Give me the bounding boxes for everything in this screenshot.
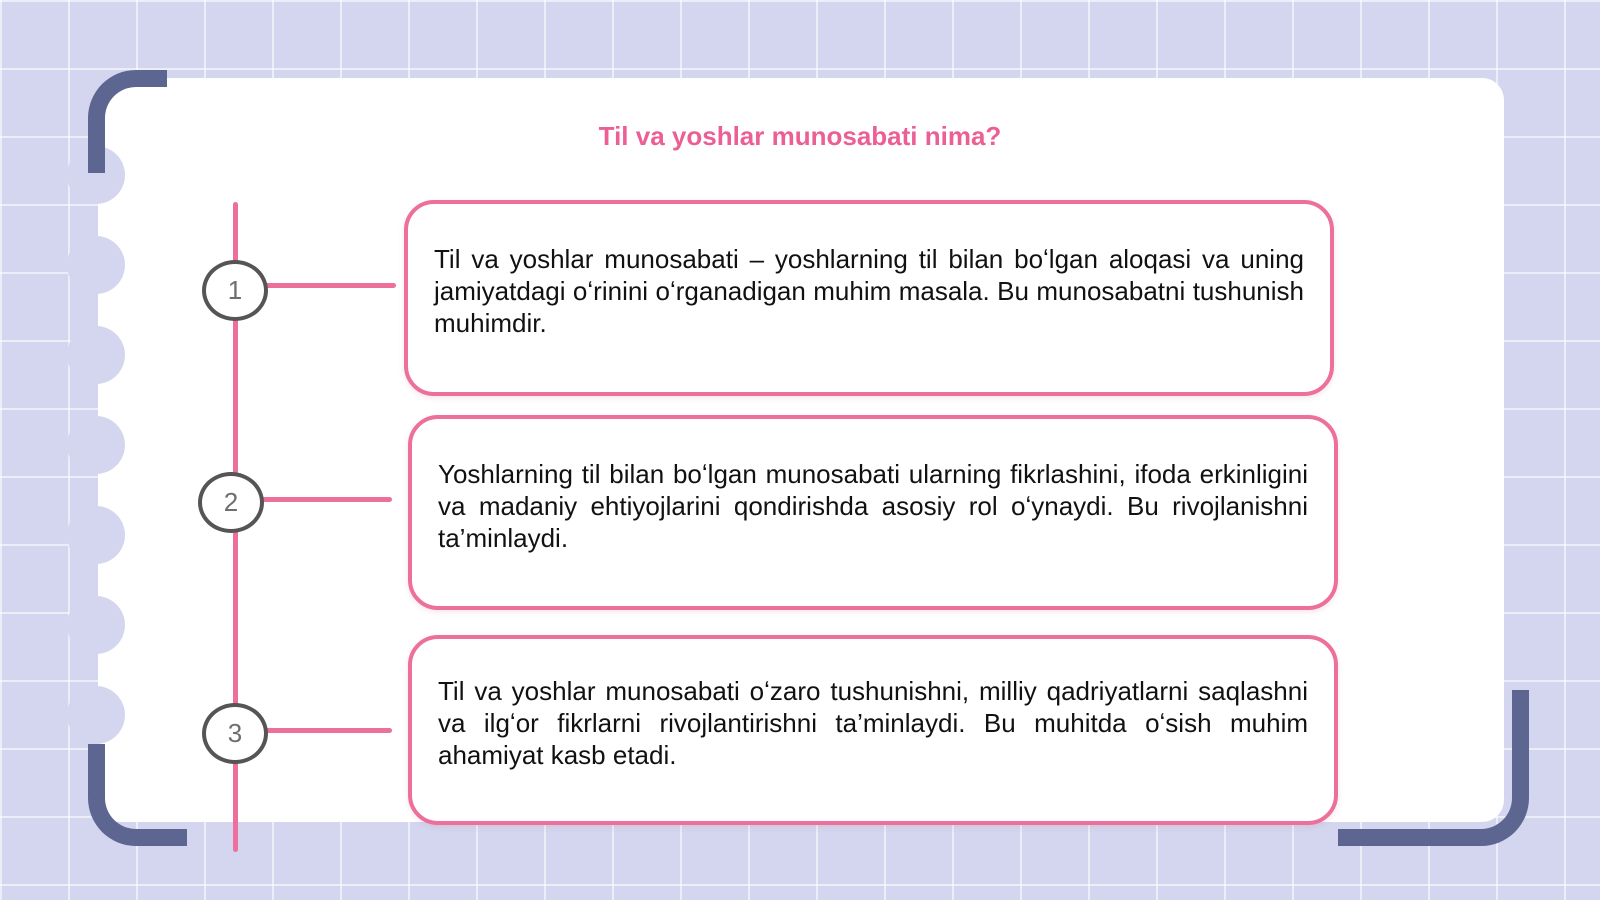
slide-title: Til va yoshlar munosabati nima? <box>598 121 1002 151</box>
step-number-circle: 3 <box>202 703 268 764</box>
step-card <box>404 200 1334 396</box>
step-card <box>408 415 1338 610</box>
binder-hole <box>67 326 125 384</box>
step-number-circle: 1 <box>202 260 268 321</box>
binder-hole <box>67 596 125 654</box>
timeline-connector <box>262 728 392 733</box>
step-number-circle: 2 <box>198 472 264 533</box>
binder-hole <box>67 416 125 474</box>
step-card-text: Yoshlarning til bilan boʻlgan munosabati ularning fikrlashini, ifoda erkinligini va madaniy ehtiyojlarini qondirishda asosiy rol oʻynaydi. Bu rivojlanishni ta’minlaydi. <box>438 458 1308 553</box>
step-card-text: Til va yoshlar munosabati oʻzaro tushunishni, milliy qadriyatlarni saqlashni va ilgʻor fikrlarni rivojlantirishni ta’minlaydi. Bu muhitda oʻsish muhim ahamiyat kasb etadi. <box>438 676 1308 770</box>
corner-bracket-bottom-left <box>88 744 187 846</box>
timeline-connector <box>258 497 392 502</box>
step-card <box>408 635 1338 825</box>
binder-hole <box>67 506 125 564</box>
binder-hole <box>67 686 125 744</box>
corner-bracket-bottom-right <box>1338 690 1529 846</box>
binder-hole <box>67 236 125 294</box>
step-card-text: Til va yoshlar munosabati – yoshlarning til bilan boʻlgan aloqasi va uning jamiyatdagi oʻrinini oʻrganadigan muhim masala. Bu munosabatni tushunish muhimdir. <box>434 244 1304 338</box>
timeline-connector <box>262 283 396 288</box>
